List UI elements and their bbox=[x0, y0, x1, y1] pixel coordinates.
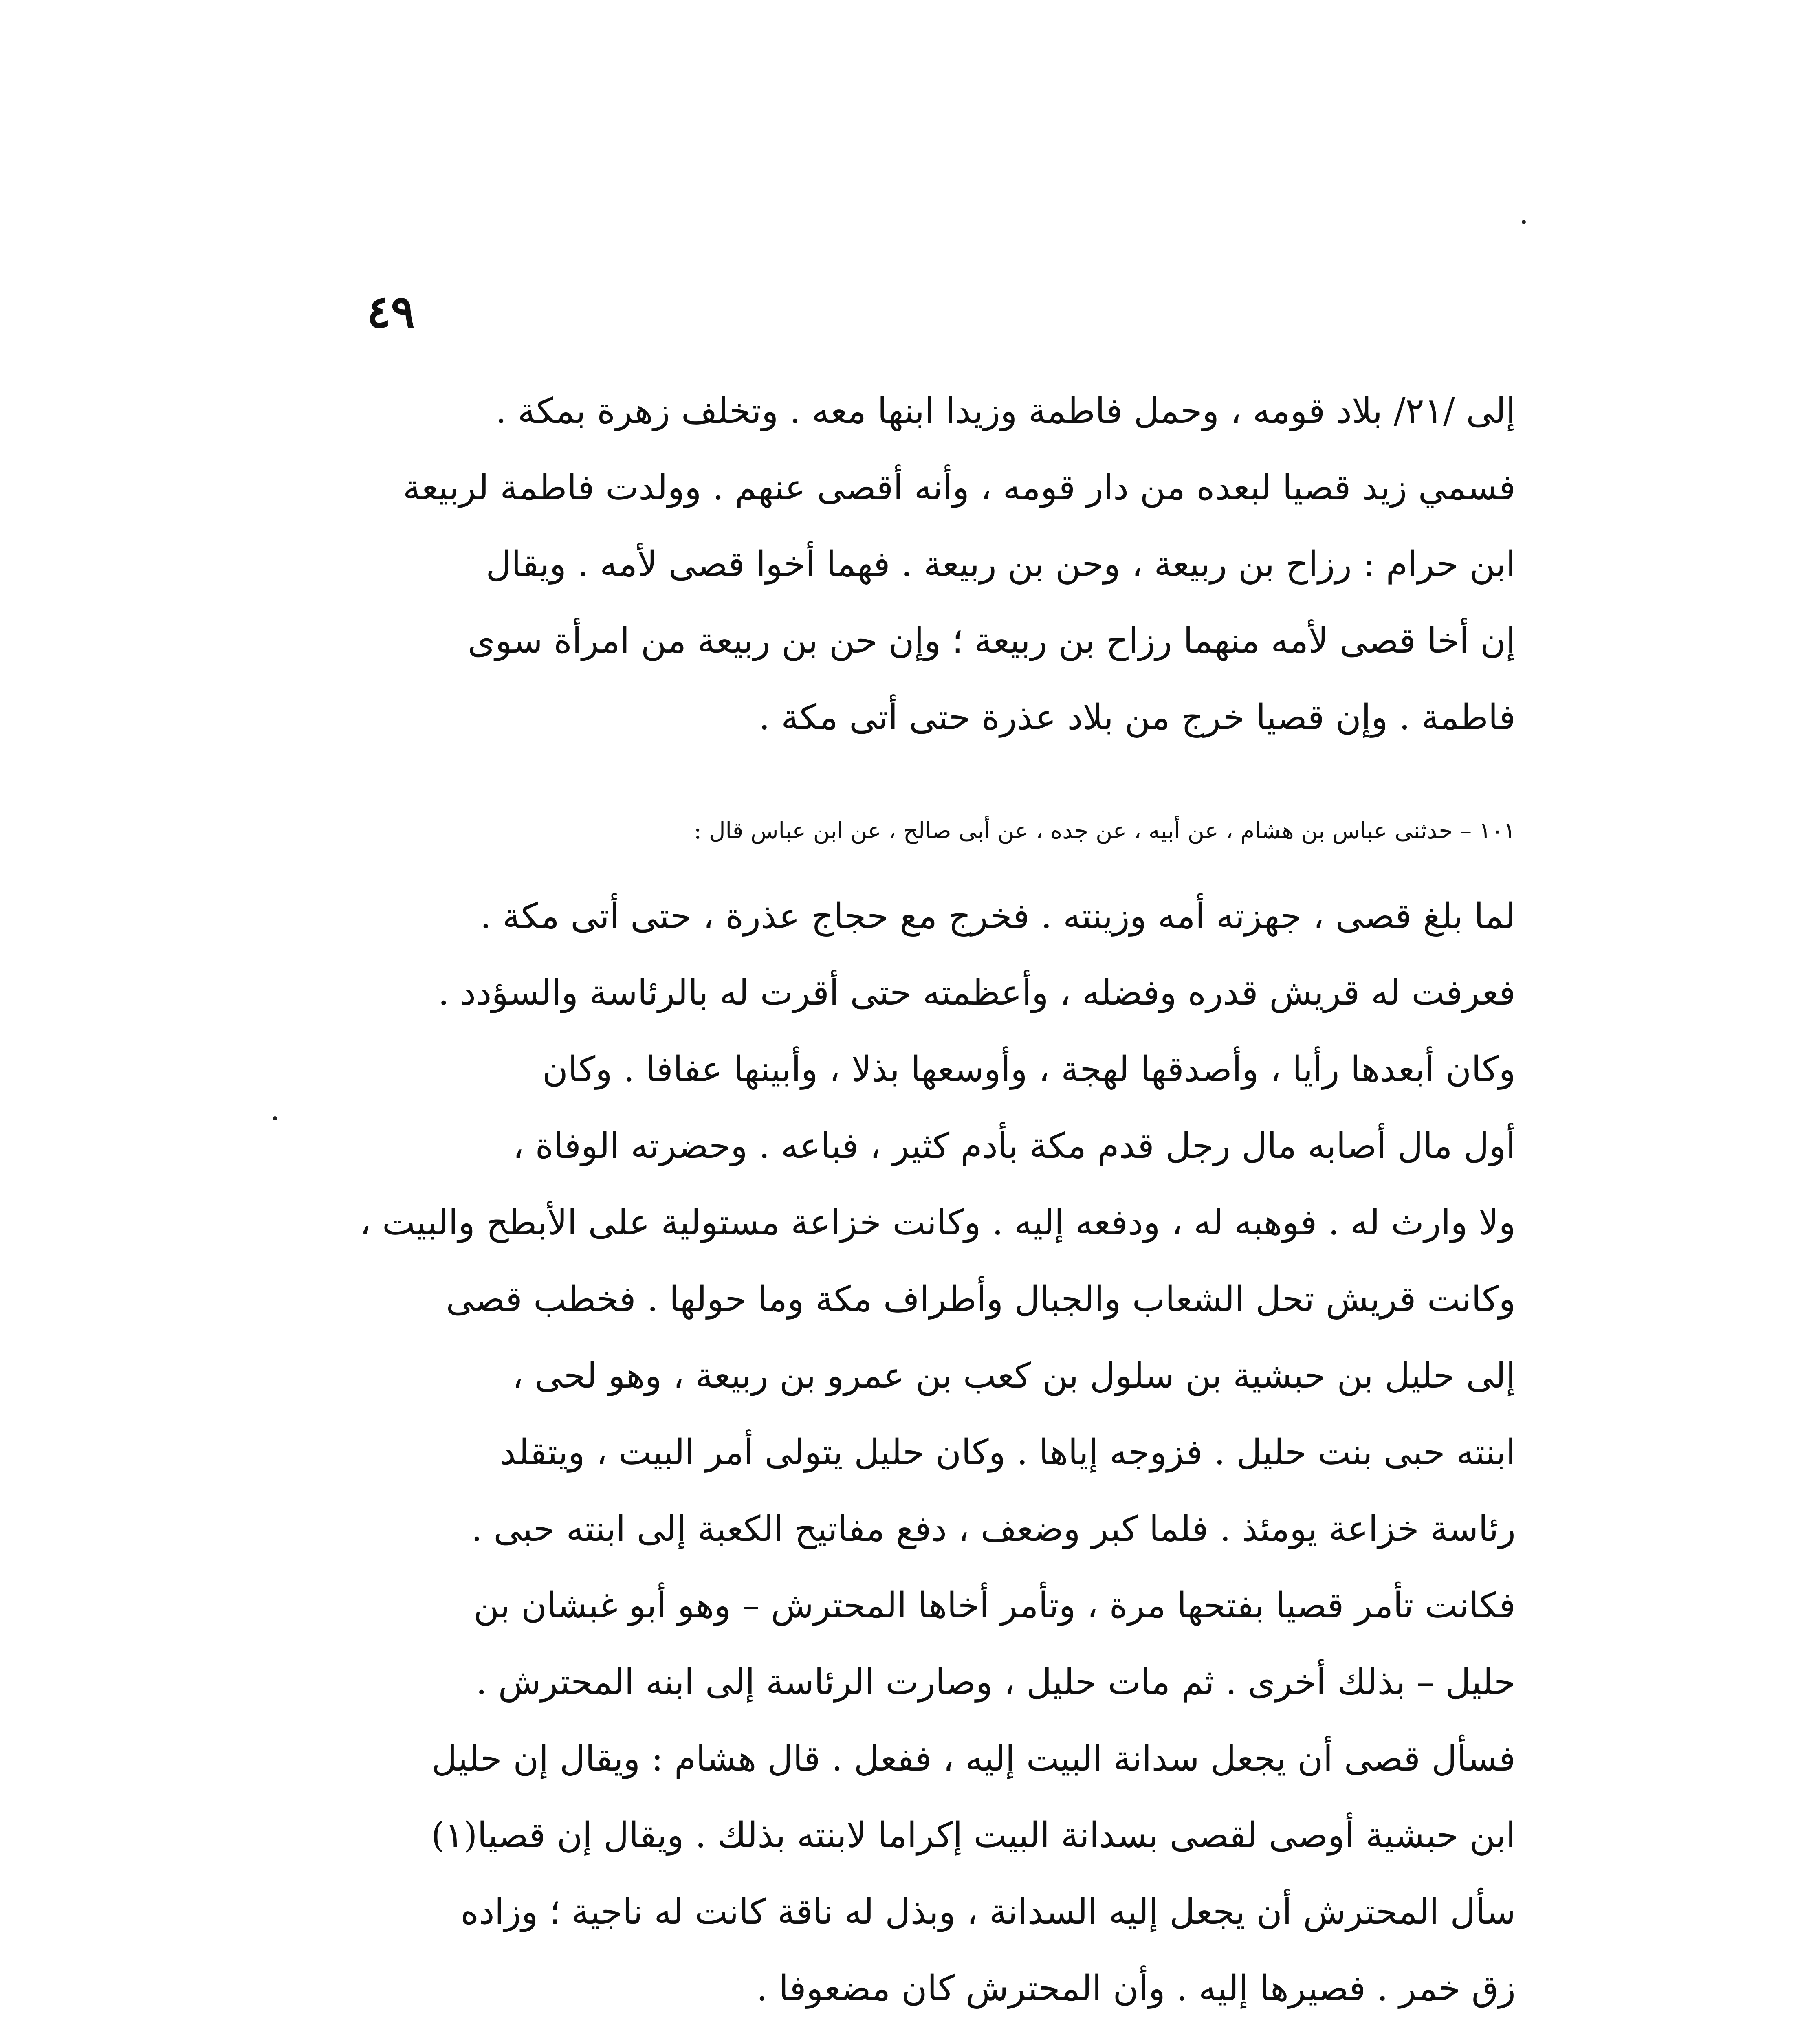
paragraph-102 bbox=[350, 2035, 1516, 2037]
text-line: فسمي زيد قصيا لبعده من دار قومه ، وأنه أقصى عنهم . وولدت فاطمة لربيعة bbox=[403, 467, 1516, 508]
scan-speck bbox=[1522, 220, 1526, 224]
text-line: فسأل قصى أن يجعل سدانة البيت إليه ، ففعل . قال هشام : ويقال إن حليل bbox=[431, 1738, 1516, 1779]
text-line: إلى /٢١/ بلاد قومه ، وحمل فاطمة وزيدا ابنها معه . وتخلف زهرة بمكة . bbox=[495, 391, 1516, 431]
scan-speck bbox=[273, 1116, 277, 1120]
text-line: زق خمر . فصيرها إليه . وأن المحترش كان مضعوفا . bbox=[756, 1968, 1516, 2009]
text-line bbox=[350, 2035, 1516, 2037]
text-line: ولا وارث له . فوهبه له ، ودفعه إليه . وكانت خزاعة مستولية على الأبطح والبيت ، bbox=[359, 1202, 1516, 1243]
paragraph-101 bbox=[350, 878, 1516, 2027]
text-line: ابنته حبى بنت حليل . فزوجه إياها . وكان حليل يتولى أمر البيت ، ويتقلد bbox=[500, 1432, 1516, 1473]
text-line: فاطمة . وإن قصيا خرج من بلاد عذرة حتى أتى مكة . bbox=[759, 697, 1516, 738]
text-line: فكانت تأمر قصيا بفتحها مرة ، وتأمر أخاها المحترش – وهو أبو غبشان بن bbox=[473, 1585, 1516, 1626]
text-line: وكانت قريش تحل الشعاب والجبال وأطراف مكة وما حولها . فخطب قصى bbox=[446, 1279, 1516, 1320]
text-line: لما بلغ قصى ، جهزته أمه وزينته . فخرج مع حجاج عذرة ، حتى أتى مكة . bbox=[480, 896, 1516, 937]
paragraph-1 bbox=[350, 373, 1516, 756]
page-number: ٤٩ bbox=[367, 285, 415, 338]
isnad-chain-101: ١٠١ – حدثنى عباس بن هشام ، عن أبيه ، عن جده ، عن أبى صالح ، عن ابن عباس قال : bbox=[694, 818, 1516, 844]
text-line: إلى حليل بن حبشية بن سلول بن كعب بن عمرو بن ربيعة ، وهو لحى ، bbox=[512, 1355, 1516, 1396]
text-line: حليل – بذلك أخرى . ثم مات حليل ، وصارت الرئاسة إلى ابنه المحترش . bbox=[475, 1662, 1516, 1703]
text-line: وكان أبعدها رأيا ، وأصدقها لهجة ، وأوسعها بذلا ، وأبينها عفافا . وكان bbox=[542, 1049, 1516, 1090]
text-line: رئاسة خزاعة يومئذ . فلما كبر وضعف ، دفع مفاتيح الكعبة إلى ابنته حبى . bbox=[471, 1509, 1516, 1549]
text-line: ابن حرام : رزاح بن ربيعة ، وحن بن ربيعة . فهما أخوا قصى لأمه . ويقال bbox=[486, 544, 1516, 585]
text-line: فعرفت له قريش قدره وفضله ، وأعظمته حتى أقرت له بالرئاسة والسؤدد . bbox=[438, 972, 1516, 1013]
text-line: ابن حبشية أوصى لقصى بسدانة البيت إكراما لابنته بذلك . ويقال إن قصيا(١) bbox=[431, 1815, 1516, 1856]
text-line: إن أخا قصى لأمه منهما رزاح بن ربيعة ؛ وإن حن بن ربيعة من امرأة سوى bbox=[467, 620, 1516, 661]
text-line: سأل المحترش أن يجعل إليه السدانة ، وبذل له ناقة كانت له ناجية ؛ وزاده bbox=[460, 1892, 1516, 1932]
text-line: أول مال أصابه مال رجل قدم مكة بأدم كثير ، فباعه . وحضرته الوفاة ، bbox=[513, 1126, 1516, 1166]
